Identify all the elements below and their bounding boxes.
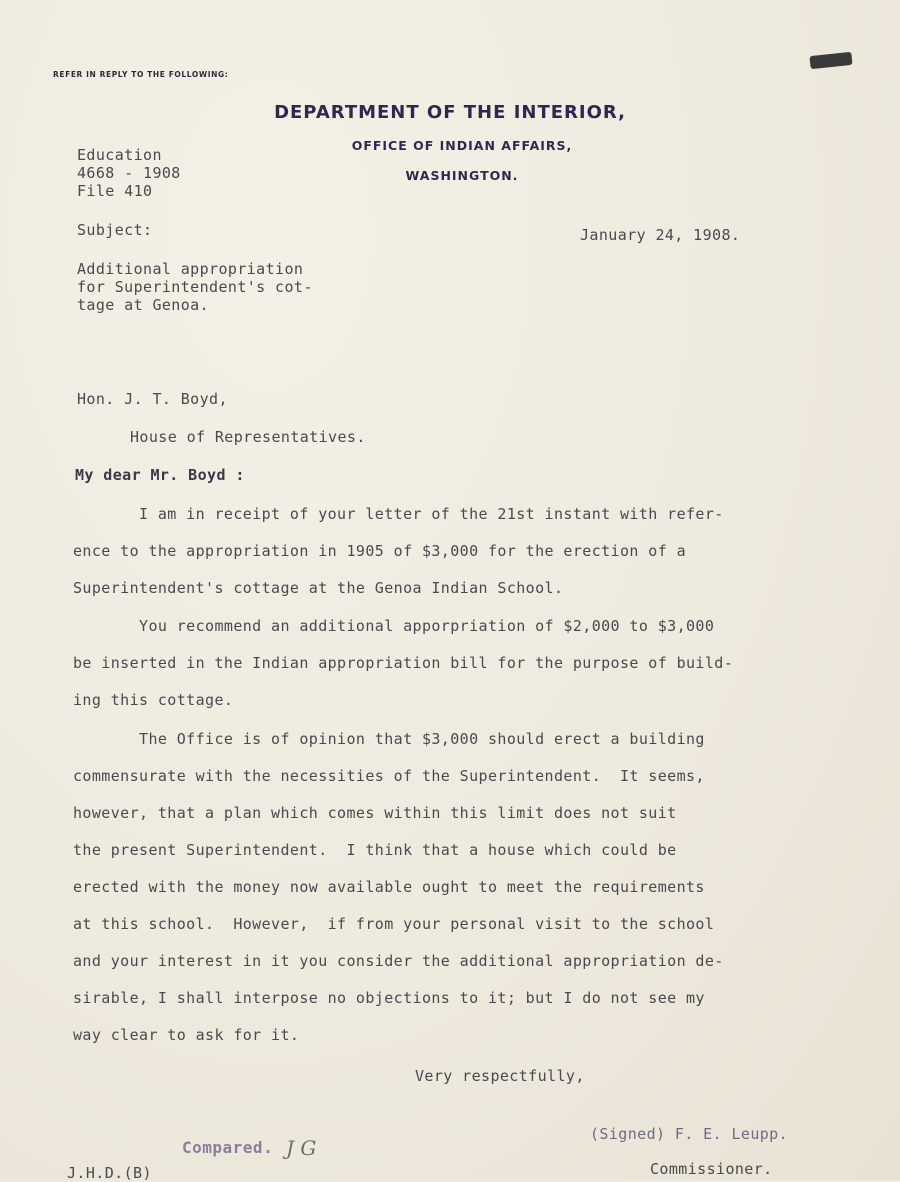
- addressee-name: Hon. J. T. Boyd,: [77, 390, 228, 408]
- body-line: You recommend an additional apporpriation of $2,000 to $3,000: [73, 617, 715, 635]
- addressee-organization: House of Representatives.: [130, 428, 366, 446]
- body-line: Superintendent's cottage at the Genoa Indian School.: [73, 579, 564, 597]
- subject-label: Subject:: [77, 221, 153, 239]
- handwritten-initials: J G: [286, 1136, 317, 1160]
- body-line: erected with the money now available ought to meet the requirements: [73, 878, 705, 896]
- body-line: The Office is of opinion that $3,000 should erect a building: [73, 730, 705, 748]
- subject-line: for Superintendent's cot-: [77, 278, 313, 296]
- office-heading: OFFICE OF INDIAN AFFAIRS,: [351, 138, 573, 153]
- reference-line: Education: [77, 146, 162, 164]
- body-line: at this school. However, if from your personal visit to the school: [73, 915, 715, 933]
- body-line: sirable, I shall interpose no objections to it; but I do not see my: [73, 989, 705, 1007]
- signature: (Signed) F. E. Leupp.: [590, 1125, 789, 1143]
- body-line: ing this cottage.: [73, 691, 234, 709]
- body-line: however, that a plan which comes within this limit does not suit: [73, 804, 677, 822]
- subject-line: tage at Genoa.: [77, 296, 210, 314]
- body-line: and your interest in it you consider the additional appropriation de-: [73, 952, 724, 970]
- typist-initials: J.H.D.(B): [67, 1164, 152, 1182]
- subject-line: Additional appropriation: [77, 260, 304, 278]
- closing: Very respectfully,: [415, 1067, 585, 1085]
- signatory-title: Commissioner.: [650, 1160, 773, 1178]
- city-heading: WASHINGTON.: [405, 168, 519, 183]
- compared-stamp: Compared.: [182, 1138, 274, 1157]
- body-paragraph-2: [73, 608, 863, 719]
- department-heading: DEPARTMENT OF THE INTERIOR,: [274, 102, 626, 123]
- refer-note: REFER IN REPLY TO THE FOLLOWING:: [53, 70, 229, 79]
- letter-date: January 24, 1908.: [580, 226, 741, 244]
- body-line: way clear to ask for it.: [73, 1026, 300, 1044]
- reference-block: [77, 146, 181, 200]
- reference-line: 4668 - 1908: [77, 164, 181, 182]
- subject-block: [77, 260, 313, 314]
- body-line: be inserted in the Indian appropriation bill for the purpose of build-: [73, 654, 734, 672]
- salutation: My dear Mr. Boyd :: [75, 466, 245, 484]
- body-paragraph-3: [73, 721, 863, 1054]
- paper-clip-mark: [809, 52, 852, 69]
- reference-line: File 410: [77, 182, 153, 200]
- body-line: I am in receipt of your letter of the 21st instant with refer-: [73, 505, 724, 523]
- body-paragraph-1: [73, 496, 863, 607]
- body-line: commensurate with the necessities of the Superintendent. It seems,: [73, 767, 705, 785]
- body-line: the present Superintendent. I think that a house which could be: [73, 841, 677, 859]
- body-line: ence to the appropriation in 1905 of $3,000 for the erection of a: [73, 542, 686, 560]
